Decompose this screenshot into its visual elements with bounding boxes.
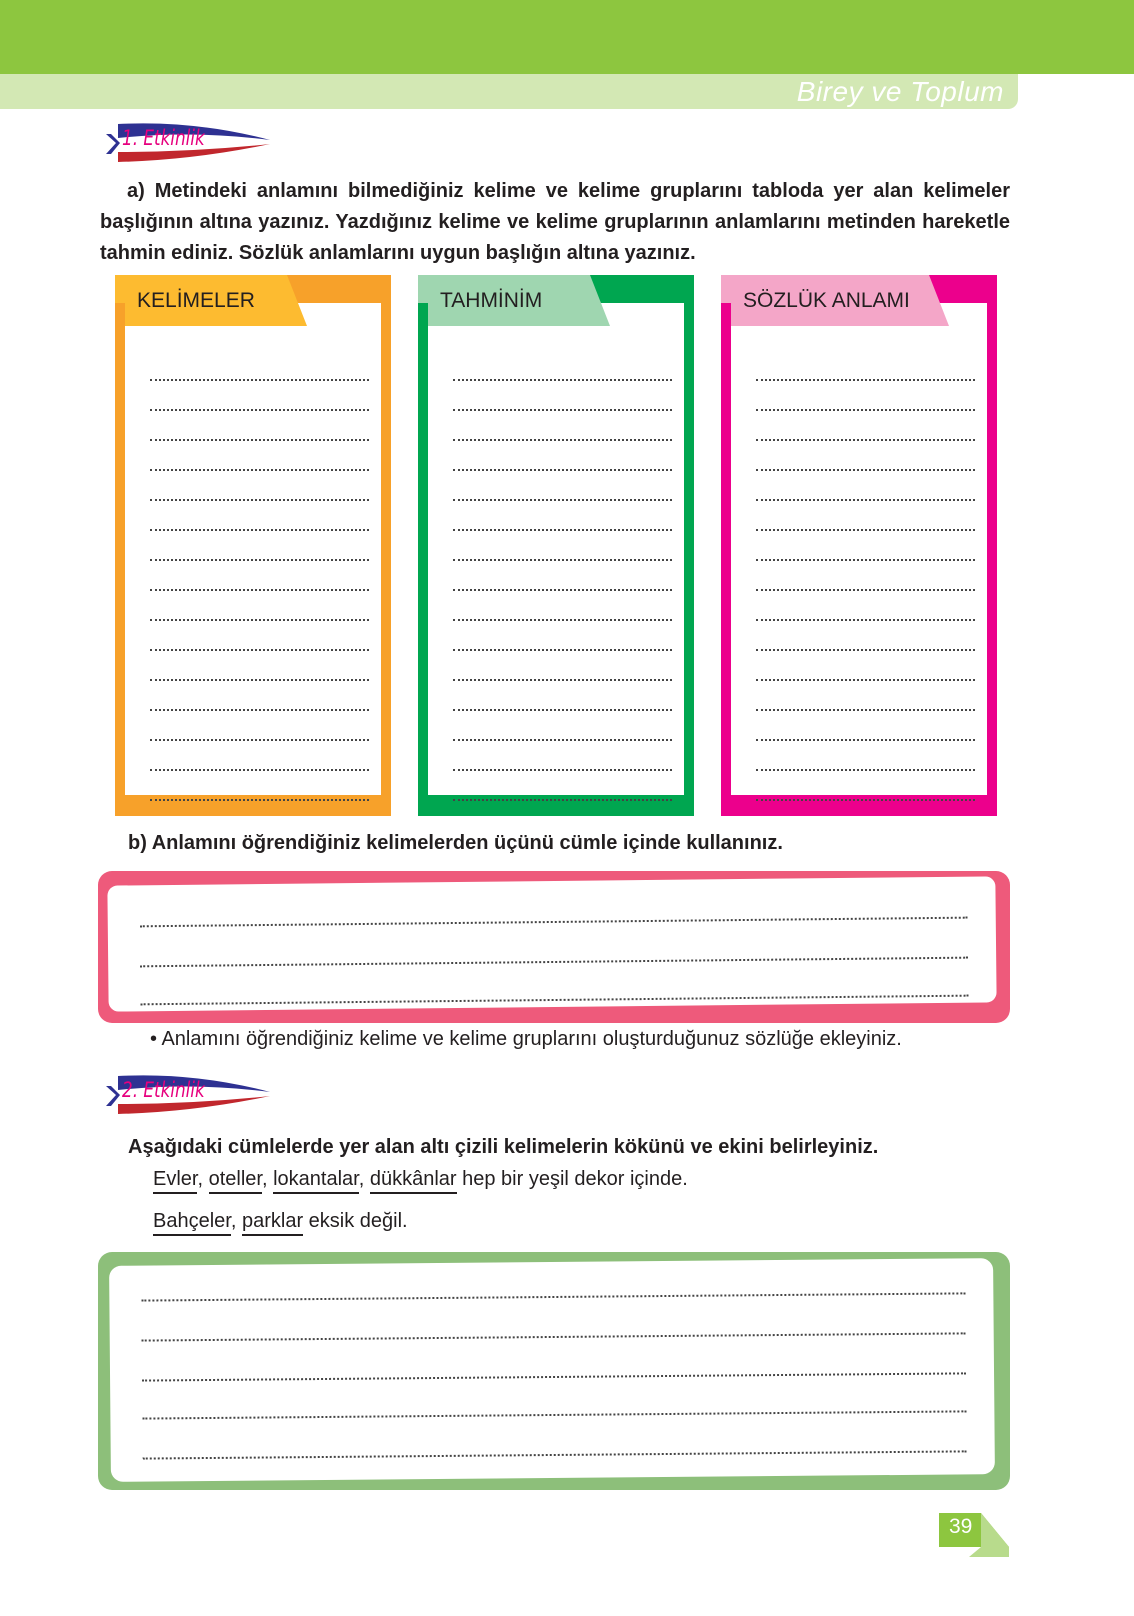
writing-line[interactable] xyxy=(756,771,975,801)
writing-line[interactable] xyxy=(150,591,369,621)
column-writing-area[interactable] xyxy=(731,303,987,795)
sentence-writing-box xyxy=(98,871,1010,1023)
writing-line[interactable] xyxy=(756,373,975,381)
underlined-word: lokantalar xyxy=(273,1168,359,1194)
instruction-2: Aşağıdaki cümlelerde yer alan altı çizili kelimelerin kökünü ve ekini belirleyiniz. xyxy=(128,1136,879,1158)
writing-line[interactable] xyxy=(453,651,672,681)
underlined-word: oteller xyxy=(209,1168,262,1194)
writing-line[interactable] xyxy=(453,381,672,411)
writing-line[interactable] xyxy=(150,681,369,711)
writing-line[interactable] xyxy=(756,711,975,741)
writing-line[interactable] xyxy=(453,411,672,441)
activity-label: 2. Etkinlik xyxy=(122,1078,205,1102)
sentence-rest: eksik değil. xyxy=(303,1210,408,1232)
writing-line[interactable] xyxy=(453,591,672,621)
writing-line[interactable] xyxy=(150,373,369,381)
writing-line[interactable] xyxy=(150,531,369,561)
writing-line[interactable] xyxy=(756,471,975,501)
writing-line[interactable] xyxy=(150,441,369,471)
page-number xyxy=(939,1513,1019,1563)
writing-line[interactable] xyxy=(453,681,672,711)
writing-line[interactable] xyxy=(756,591,975,621)
sentence-rest: hep bir yeşil dekor içinde. xyxy=(456,1168,688,1190)
column-label: SÖZLÜK ANLAMI xyxy=(743,289,910,312)
writing-line[interactable] xyxy=(453,373,672,381)
writing-line[interactable] xyxy=(150,471,369,501)
separator: , xyxy=(197,1168,209,1190)
writing-line[interactable] xyxy=(453,501,672,531)
writing-line[interactable] xyxy=(143,1450,967,1459)
writing-line[interactable] xyxy=(756,441,975,471)
unit-title: Birey ve Toplum xyxy=(796,76,1004,107)
writing-line[interactable] xyxy=(140,957,968,968)
writing-line[interactable] xyxy=(756,741,975,771)
column-writing-area[interactable] xyxy=(428,303,684,795)
writing-line[interactable] xyxy=(453,771,672,801)
table-column xyxy=(721,275,997,816)
sentence-1 xyxy=(153,1168,688,1191)
separator: , xyxy=(358,1168,370,1190)
writing-line[interactable] xyxy=(150,651,369,681)
top-banner xyxy=(0,0,1134,74)
underlined-word: dükkânlar xyxy=(370,1168,457,1194)
writing-line[interactable] xyxy=(453,711,672,741)
writing-line[interactable] xyxy=(150,621,369,651)
activity-label: 1. Etkinlik xyxy=(122,126,205,150)
dictionary-note: • Anlamını öğrendiğiniz kelime ve kelime gruplarını oluşturduğunuz sözlüğe ekleyiniz. xyxy=(150,1028,902,1050)
writing-line[interactable] xyxy=(453,471,672,501)
writing-line[interactable] xyxy=(756,621,975,651)
separator: , xyxy=(261,1168,274,1190)
writing-line[interactable] xyxy=(141,1292,965,1301)
writing-line[interactable] xyxy=(756,561,975,591)
writing-line[interactable] xyxy=(756,411,975,441)
writing-line[interactable] xyxy=(756,531,975,561)
writing-line[interactable] xyxy=(453,741,672,771)
column-writing-area[interactable] xyxy=(125,303,381,795)
writing-line[interactable] xyxy=(150,771,369,801)
table-column xyxy=(115,275,391,816)
instruction-a: a) Metindeki anlamını bilmediğiniz kelime ve kelime gruplarını tabloda yer alan kelimeler başlığının altına yazınız. Yazdığınız kelime ve kelime gruplarının anlamlarını metinden hareketle tahmin ediniz. Sözlük anlamlarını uygun başlığın altına yazınız. xyxy=(100,180,1010,264)
writing-line[interactable] xyxy=(453,561,672,591)
writing-line[interactable] xyxy=(141,995,969,1006)
underlined-word: Bahçeler xyxy=(153,1210,231,1236)
writing-line[interactable] xyxy=(756,381,975,411)
writing-line[interactable] xyxy=(453,621,672,651)
section-banner xyxy=(0,74,1018,109)
activity-2-heading xyxy=(104,1074,274,1114)
sentence-2 xyxy=(153,1210,408,1233)
answer-box xyxy=(98,1252,1010,1490)
writing-line[interactable] xyxy=(150,741,369,771)
table-column xyxy=(418,275,694,816)
dotted-lines xyxy=(756,373,975,801)
separator: , xyxy=(230,1210,242,1232)
column-label: TAHMİNİM xyxy=(440,289,543,312)
writing-line[interactable] xyxy=(150,561,369,591)
writing-line[interactable] xyxy=(140,917,968,928)
writing-line[interactable] xyxy=(142,1332,966,1341)
writing-line[interactable] xyxy=(150,711,369,741)
answer-area[interactable] xyxy=(109,1258,995,1482)
writing-line[interactable] xyxy=(150,381,369,411)
writing-line[interactable] xyxy=(756,501,975,531)
writing-line[interactable] xyxy=(453,441,672,471)
column-label: KELİMELER xyxy=(137,289,255,312)
instruction-b: b) Anlamını öğrendiğiniz kelimelerden üçünü cümle içinde kullanınız. xyxy=(128,832,783,854)
writing-line[interactable] xyxy=(756,681,975,711)
writing-line[interactable] xyxy=(142,1410,966,1419)
dotted-lines xyxy=(150,373,369,801)
writing-line[interactable] xyxy=(150,501,369,531)
writing-line[interactable] xyxy=(756,651,975,681)
writing-line[interactable] xyxy=(453,531,672,561)
underlined-word: Evler xyxy=(153,1168,197,1194)
dotted-lines xyxy=(453,373,672,801)
writing-line[interactable] xyxy=(150,411,369,441)
underlined-word: parklar xyxy=(242,1210,303,1236)
activity-1-heading xyxy=(104,122,274,162)
page-number-text: 39 xyxy=(949,1515,973,1538)
writing-line[interactable] xyxy=(142,1372,966,1381)
sentence-writing-area[interactable] xyxy=(107,876,996,1011)
